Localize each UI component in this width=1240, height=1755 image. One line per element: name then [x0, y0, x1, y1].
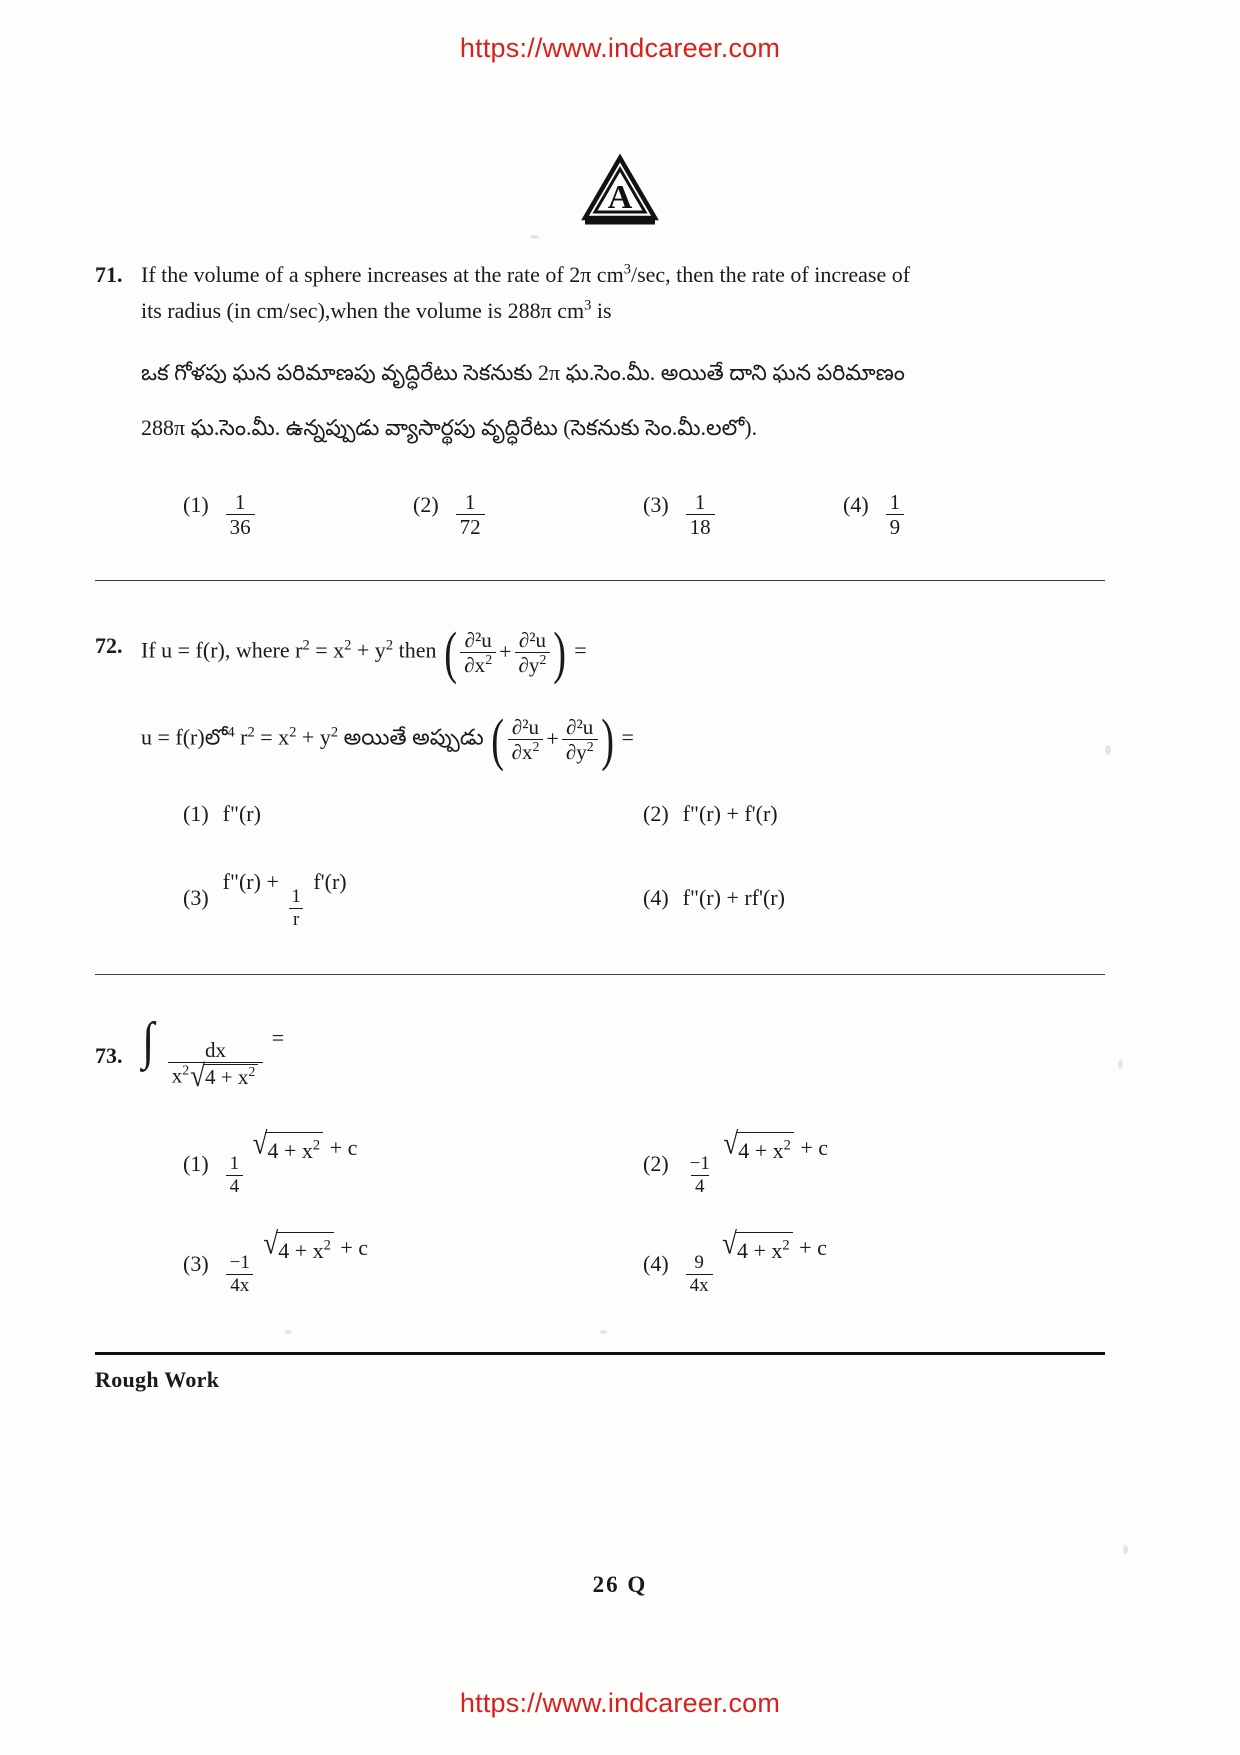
fraction-numerator: 1 — [694, 489, 706, 514]
square-root — [723, 1126, 794, 1167]
question-71 — [95, 258, 1105, 538]
partial-denominator: $\partial x^2$ — [508, 739, 544, 763]
divider-after-q71 — [95, 580, 1105, 581]
radicand: $4 + x^2$ — [276, 1232, 334, 1267]
option-71-3[interactable] — [643, 471, 843, 538]
option-73-4[interactable] — [643, 1225, 1103, 1297]
q72-tel-mid3: + y — [296, 724, 331, 750]
fraction — [226, 1154, 244, 1197]
fraction — [456, 491, 485, 538]
fraction-numerator: 1 — [234, 489, 246, 514]
q71-eng-text-1: If the volume of a sphere increases at the rate of 2π cm — [141, 262, 624, 287]
q72-eng-mid2: + y — [351, 637, 386, 663]
radical-sign: √ — [723, 1126, 739, 1161]
option-73-1[interactable] — [183, 1126, 643, 1197]
option-value — [683, 471, 718, 538]
square-root — [722, 1225, 793, 1267]
partial-fraction-y — [515, 629, 551, 676]
option-71-2[interactable] — [413, 471, 643, 538]
scan-speckle — [1105, 745, 1111, 755]
option-tail: + c — [800, 1135, 829, 1161]
scan-speckle — [530, 235, 539, 239]
q72-eng-mid: = x — [309, 637, 345, 663]
partial-denominator: $\partial y^2$ — [562, 739, 598, 763]
question-71-telugu-line2: 288π ఘ.సెం.మీ. ఉన్నప్పుడు వ్యాసార్థపు వృద్ధిరేటు (సెకనుకు సెం.మీ.లలో). — [141, 414, 758, 440]
q71-eng-text-1b: /sec, then the rate of increase of — [630, 262, 911, 287]
option-label: (3) — [183, 884, 209, 910]
option-label: (2) — [643, 1151, 669, 1177]
left-paren: ( — [444, 619, 458, 685]
option-tail: + c — [799, 1234, 827, 1260]
option-73-3[interactable] — [183, 1225, 643, 1297]
q72-eng-then: then — [393, 637, 437, 663]
option-tail: + c — [340, 1234, 369, 1260]
q71-eng-text-2b: is — [591, 298, 612, 324]
option-72-4[interactable] — [643, 881, 1103, 914]
rough-work-rule — [95, 1352, 1105, 1355]
q71-eng-text-2: its radius (in cm/sec),when the volume is 288π cm — [141, 298, 585, 324]
q72-tel-mid: r — [234, 724, 248, 750]
scan-speckle — [1118, 1060, 1123, 1069]
option-label: (1) — [183, 801, 209, 827]
q72-tel-mid2: = x — [254, 724, 290, 750]
fraction-numerator: 9 — [694, 1252, 704, 1274]
question-71-english-line1 — [141, 258, 1105, 292]
watermark-bottom: https://www.indcareer.com — [459, 1688, 781, 1718]
q72-tel-prefix: u = f(r)లో — [141, 724, 228, 750]
option-71-4[interactable] — [843, 471, 1023, 538]
square-root — [190, 1058, 258, 1094]
svg-text:A: A — [607, 179, 633, 216]
option-73-2[interactable] — [643, 1126, 1103, 1197]
radicand: $4 + x^2$ — [735, 1232, 793, 1267]
q73-equals: = — [271, 1025, 285, 1051]
fraction-denominator: 4 — [691, 1175, 709, 1197]
partial-derivative-expression — [444, 619, 567, 685]
partial-numerator: ∂²u — [518, 627, 547, 652]
partial-fraction-x — [508, 716, 544, 763]
fraction-numerator: −1 — [229, 1252, 250, 1274]
square-root — [263, 1225, 334, 1267]
question-72-options — [141, 797, 1105, 930]
question-71-options — [141, 471, 1105, 538]
option-value — [883, 471, 908, 538]
partial-numerator: ∂²u — [464, 627, 492, 652]
question-73-expression — [141, 1013, 1105, 1094]
option-label: (2) — [643, 801, 669, 827]
integrand-denominator: $x^2$ √ $4 + x^2$ — [168, 1062, 264, 1091]
option-label: (3) — [183, 1250, 209, 1276]
radicand: $4 + x^2$ — [203, 1064, 258, 1091]
rough-work-section — [95, 1352, 1105, 1393]
fraction-denominator: 72 — [456, 514, 485, 538]
fraction-denominator: 4x — [226, 1274, 253, 1296]
q71-eng-sup-2: 3 — [584, 297, 592, 314]
radicand: $4 + x^2$ — [265, 1132, 323, 1167]
question-72-telugu: u = f(r)లో$^4$ $r^2 = x^2 + y^2$ అయితే అప్పుడు ( $\frac{\text{∂²u}}{\partial x^2}$ + $\frac{\text{∂²u}}{\partial y^2}$ ) = — [141, 706, 634, 772]
q72-tel-equals: = — [621, 724, 634, 750]
option-71-1[interactable] — [183, 471, 413, 538]
option-value: f"(r) + rf'(r) — [682, 884, 785, 910]
fraction-numerator: 1 — [291, 886, 301, 908]
fraction-numerator: 1 — [464, 489, 476, 514]
partial-denominator: $\partial x^2$ — [460, 652, 496, 676]
option-value: f"(r) + f'(r) — [682, 801, 778, 827]
fraction-denominator: 36 — [226, 514, 255, 538]
plus-sign: + — [499, 639, 512, 665]
fraction-denominator: 18 — [686, 514, 715, 538]
option-label: (4) — [643, 1250, 669, 1276]
option-value — [223, 1126, 358, 1197]
option-72-2[interactable] — [643, 797, 1103, 830]
radical-sign: √ — [190, 1058, 206, 1094]
left-paren: ( — [491, 706, 505, 772]
radicand: $4 + x^2$ — [736, 1132, 794, 1167]
fraction — [686, 1154, 714, 1197]
option-value: f"(r) — [222, 801, 261, 827]
page-marker: 26 Q — [592, 1572, 648, 1597]
partial-fraction-x — [460, 629, 496, 676]
option-label: (3) — [643, 491, 669, 517]
q72-sup-y: 2 — [385, 637, 394, 654]
option-72-3[interactable] — [183, 865, 643, 931]
scan-speckle — [1123, 1545, 1128, 1554]
fraction-numerator: 1 — [889, 489, 901, 514]
q72-tel-sup: 4 — [227, 724, 235, 741]
question-number: 71. — [95, 262, 123, 287]
fraction-denominator: 4x — [686, 1274, 713, 1296]
option-value — [223, 865, 347, 931]
option-value — [683, 1225, 827, 1297]
question-73-options — [141, 1126, 1105, 1297]
radical-sign: √ — [722, 1225, 737, 1261]
integral-icon: ∫ — [142, 1013, 155, 1071]
rough-work-label: Rough Work — [95, 1367, 220, 1393]
option-72-1[interactable] — [183, 797, 643, 830]
radical-sign: √ — [252, 1126, 268, 1161]
option-prefix: f"(r) + — [222, 868, 279, 894]
fraction — [686, 491, 715, 538]
q72-eng-prefix: If u = f(r), where r — [141, 637, 303, 663]
square-root — [252, 1126, 324, 1167]
question-71-telugu-line1: ఒక గోళపు ఘన పరిమాణపు వృద్ధిరేటు సెకనుకు 2π ఘ.సెం.మీ. అయితే దాని ఘన పరిమాణం — [141, 360, 905, 386]
triangle-a-icon — [581, 152, 659, 226]
fraction — [886, 491, 905, 538]
fraction-denominator: 9 — [886, 514, 905, 538]
fraction-numerator: 1 — [229, 1152, 240, 1174]
integrand-numerator: dx — [205, 1038, 227, 1063]
watermark-top: https://www.indcareer.com — [459, 33, 781, 63]
option-label: (1) — [183, 1151, 209, 1177]
option-value — [223, 1225, 369, 1297]
option-label: (2) — [413, 491, 439, 517]
radical-sign: √ — [263, 1225, 279, 1261]
fraction — [226, 491, 255, 538]
questions-container — [95, 258, 1105, 1393]
q71-eng-sup-1: 3 — [623, 261, 631, 278]
fraction — [686, 1253, 713, 1296]
option-value — [223, 471, 258, 538]
fraction-numerator: −1 — [689, 1152, 710, 1174]
booklet-code-logo — [0, 152, 1240, 226]
plus-sign: + — [546, 726, 559, 752]
question-72 — [95, 619, 1105, 931]
option-suffix: f'(r) — [313, 868, 347, 894]
partial-fraction-y — [562, 716, 598, 763]
fraction — [226, 1253, 254, 1296]
option-value — [683, 1126, 829, 1197]
partial-numerator: ∂²u — [566, 715, 594, 739]
question-73 — [95, 1013, 1105, 1297]
q72-tel-then: అయితే అప్పుడు — [338, 724, 484, 750]
question-number: 72. — [95, 632, 123, 658]
q72-sup-x: 2 — [344, 637, 352, 654]
fraction-denominator: 4 — [226, 1175, 244, 1197]
right-paren: ) — [600, 706, 614, 772]
option-value — [453, 471, 488, 538]
option-tail: + c — [329, 1135, 358, 1161]
partial-derivative-expression-telugu — [491, 706, 614, 772]
right-paren: ) — [553, 619, 567, 685]
q72-sup-r: 2 — [302, 637, 310, 654]
q72-equals: = — [574, 637, 587, 663]
question-number: 73. — [95, 1043, 123, 1069]
option-label: (1) — [183, 491, 209, 517]
option-label: (4) — [843, 491, 869, 517]
partial-denominator: $\partial y^2$ — [515, 652, 551, 676]
partial-numerator: ∂²u — [511, 715, 540, 739]
fraction — [287, 887, 305, 930]
option-label: (4) — [643, 884, 669, 910]
fraction-denominator: r — [289, 908, 303, 930]
divider-after-q72 — [95, 974, 1105, 975]
integral-fraction — [168, 1038, 264, 1094]
question-71-english-line2 — [141, 294, 1105, 328]
question-72-english — [141, 619, 1105, 685]
